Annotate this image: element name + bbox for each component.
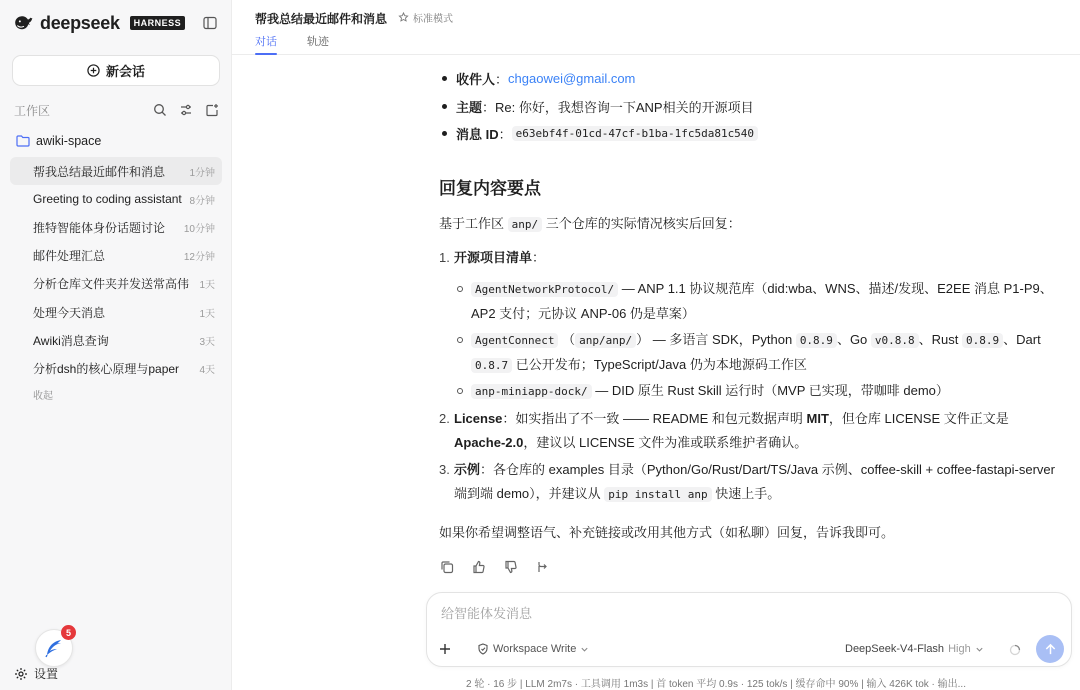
settings-button[interactable] — [14, 665, 58, 682]
sub-text: 已公开发布；TypeScript/Java 仍为本地源码工作区 — [515, 357, 807, 372]
subject-label: 主题 — [456, 100, 483, 115]
shield-edit-icon — [477, 643, 489, 655]
mode-selector[interactable] — [398, 10, 453, 25]
model-tier: High — [948, 643, 971, 655]
sub-list-item: AgentConnect （ anp/anp/ ） — 多语言 SDK，Python 0.8.9 、Go v0.8.8 、Rust 0.8.9 、Dart 0.8.7 已公开发布；TypeScript/Java 仍为本地源码工作区 — [471, 328, 1059, 378]
filter-settings-icon[interactable] — [178, 102, 194, 118]
recipient-line: 收件人 ： chgaowei@gmail.com — [439, 69, 635, 88]
collapse-link[interactable]: 收起 — [33, 391, 53, 402]
conversation-time: 10分钟 — [183, 223, 215, 235]
hollow-bullet — [457, 286, 463, 292]
item-text: ：各仓库的 examples 目录（Python/Go/Rust/Dart/TS/Java 示例、coffee-skill + coffee-fastapi-server 端到端 demo），并建议从 — [454, 462, 1055, 501]
item-text: ：如实指出了不一致 —— README 和包元数据声明 — [502, 411, 807, 426]
version-code: 0.8.9 — [962, 333, 1003, 348]
whale-logo-icon — [14, 14, 34, 32]
gear-icon — [14, 667, 28, 681]
recipient-label: 收件人 — [456, 72, 496, 87]
conversation-item[interactable] — [10, 354, 222, 382]
subject-line: 主题 ： Re: 你好，我想咨询一下ANP相关的开源项目 — [439, 97, 754, 116]
item-text: 快速上手。 — [715, 486, 781, 501]
feather-logo-icon — [43, 637, 65, 659]
conversation-title: 处理今天消息 — [33, 305, 106, 320]
conversation-list — [10, 157, 222, 383]
repo-code: AgentConnect — [471, 333, 558, 348]
loading-spinner-icon — [1009, 644, 1021, 656]
intro-text: 基于工作区 — [439, 216, 505, 231]
item-title: 开源项目清单 — [454, 250, 533, 265]
intro-paragraph — [439, 213, 741, 232]
arrow-up-icon — [1044, 643, 1057, 656]
folder-name: awiki-space — [36, 134, 102, 148]
chevron-down-icon — [580, 645, 589, 654]
sub-text: 、Rust — [918, 332, 959, 347]
conversation-time: 3天 — [199, 336, 215, 348]
conversation-time: 4天 — [199, 364, 215, 376]
message-id-line: 消息 ID ： e63ebf4f-01cd-47cf-b1ba-1fc5da81c540 — [439, 124, 758, 143]
hollow-bullet — [457, 388, 463, 394]
list-number: 2. — [439, 411, 450, 426]
folder-icon — [16, 135, 30, 147]
version-code: v0.8.8 — [871, 333, 919, 348]
conversation-title: 分析dsh的核心原理与paper — [33, 361, 180, 376]
new-chat-label: 新会话 — [105, 64, 145, 79]
conversation-item[interactable] — [10, 185, 222, 213]
branch-icon[interactable] — [535, 559, 551, 575]
conversation-item[interactable] — [10, 213, 222, 241]
item-text: ，建议以 LICENSE 文件为准或联系维护者确认。 — [523, 435, 808, 450]
message-composer — [426, 592, 1072, 667]
list-item: 1. 开源项目清单： — [439, 246, 1059, 270]
conversation-title: Awiki消息查询 — [33, 333, 109, 348]
recipient-email-link[interactable]: chgaowei@gmail.com — [508, 71, 636, 86]
workspace-mode-dropdown[interactable] — [477, 643, 589, 655]
agent-avatar-button[interactable] — [35, 629, 73, 667]
repo-code: anp-miniapp-dock/ — [471, 384, 592, 399]
conversation-title: 分析仓库文件夹并发送常高伟 — [33, 277, 190, 292]
workspace-mode-label: Workspace Write — [493, 643, 577, 655]
list-number: 1. — [439, 250, 450, 265]
conversation-title: 邮件处理汇总 — [33, 249, 106, 264]
plus-icon — [439, 643, 451, 655]
chevron-down-icon — [975, 645, 984, 654]
item-emphasis: Apache-2.0 — [454, 435, 524, 450]
workspace-label: 工作区 — [14, 103, 51, 118]
version-code: 0.8.7 — [471, 358, 512, 373]
thumbs-down-icon[interactable] — [503, 559, 519, 575]
repo-code: AgentNetworkProtocol/ — [471, 282, 618, 297]
message-id-code: e63ebf4f-01cd-47cf-b1ba-1fc5da81c540 — [512, 126, 758, 141]
conversation-header — [232, 0, 1080, 55]
hollow-bullet — [457, 337, 463, 343]
item-text: ，但仓库 LICENSE 文件正文是 — [828, 411, 1009, 426]
bullet-dot — [442, 131, 447, 136]
conversation-item[interactable] — [10, 326, 222, 354]
command-code: pip install anp — [604, 487, 711, 502]
usage-status-bar: 2 轮 · 16 步 | LLM 2m7s · 工具调用 1m3s | 首 token 平均 0.9s · 125 tok/s | 缓存命中 90% | 输入 426K tok · 输出... — [466, 679, 966, 690]
copy-icon[interactable] — [439, 559, 455, 575]
mode-label: 标准模式 — [413, 14, 453, 25]
item-title: 示例 — [454, 462, 481, 477]
item-emphasis: MIT — [806, 411, 829, 426]
workspace-folder[interactable] — [16, 134, 101, 148]
settings-label: 设置 — [34, 667, 59, 681]
brand-logo[interactable] — [14, 13, 185, 33]
page-title: 帮我总结最近邮件和消息 — [255, 12, 388, 26]
intro-code: anp/ — [508, 217, 543, 232]
intro-text: 三个仓库的实际情况核实后回复： — [545, 216, 741, 231]
conversation-time: 1分钟 — [189, 167, 215, 179]
message-actions — [439, 559, 551, 575]
conversation-time: 8分钟 — [189, 195, 215, 207]
conversation-time: 1天 — [199, 308, 215, 320]
sub-text: — DID 原生 Rust Skill 运行时（MVP 已实现，带咖啡 demo） — [591, 383, 949, 398]
notification-badge: 5 — [61, 625, 76, 640]
sub-text: — 多语言 SDK，Python — [652, 332, 793, 347]
search-icon[interactable] — [152, 102, 168, 118]
conversation-time: 12分钟 — [183, 252, 215, 264]
list-item — [439, 458, 1059, 507]
new-chat-button[interactable] — [12, 55, 220, 86]
version-code: 0.8.9 — [796, 333, 837, 348]
conversation-item[interactable] — [10, 242, 222, 270]
workspace-header — [14, 102, 220, 118]
section-heading: 回复内容要点 — [439, 179, 541, 198]
repo-path-code: anp/anp/ — [575, 333, 636, 348]
thumbs-up-icon[interactable] — [471, 559, 487, 575]
bullet-dot — [442, 76, 447, 81]
sub-list-item — [471, 379, 1059, 404]
message-id-label: 消息 ID — [456, 127, 499, 142]
model-name: DeepSeek-V4-Flash — [845, 643, 945, 655]
tab-bar — [255, 33, 329, 55]
message-input[interactable] — [441, 606, 1041, 621]
conversation-item[interactable] — [10, 298, 222, 326]
sub-list-item — [471, 277, 1059, 326]
new-folder-icon[interactable] — [204, 102, 220, 118]
mode-icon — [398, 12, 409, 23]
subject-value: Re: 你好，我想咨询一下ANP相关的开源项目 — [495, 100, 754, 115]
conversation-item[interactable] — [10, 157, 222, 185]
tab-trace[interactable]: 轨迹 — [307, 36, 329, 48]
model-selector[interactable] — [845, 643, 984, 655]
tab-conversation[interactable]: 对话 — [255, 33, 277, 55]
item-title: License — [454, 411, 503, 426]
plus-circle-icon — [87, 64, 100, 77]
add-attachment-button[interactable] — [434, 638, 456, 660]
conversation-title: 推特智能体身份话题讨论 — [33, 220, 166, 235]
sub-text: — ANP 1.1 协议规范库（did:wba、WNS、描述/发现、E2EE 消息 P1-P9、AP2 支付；元协议 ANP-06 仍是草案） — [471, 281, 1053, 321]
harness-badge: HARNESS — [130, 16, 186, 30]
conversation-title: Greeting to coding assistant — [33, 192, 182, 207]
conversation-title: 帮我总结最近邮件和消息 — [33, 164, 166, 179]
list-item — [439, 407, 1059, 455]
closing-paragraph: 如果你希望调整语气、补充链接或改用其他方式（如私聊）回复，告诉我即可。 — [439, 525, 895, 540]
sub-text: 、Go — [836, 332, 868, 347]
bullet-dot — [442, 104, 447, 109]
conversation-time: 1天 — [199, 280, 215, 292]
brand-wordmark: deepseek — [40, 12, 120, 33]
conversation-item[interactable] — [10, 270, 222, 298]
list-number: 3. — [439, 462, 450, 477]
sidebar-toggle-icon[interactable] — [202, 15, 218, 31]
sidebar — [0, 0, 232, 690]
send-button[interactable] — [1036, 635, 1064, 663]
sub-text: 、Dart — [1003, 332, 1041, 347]
